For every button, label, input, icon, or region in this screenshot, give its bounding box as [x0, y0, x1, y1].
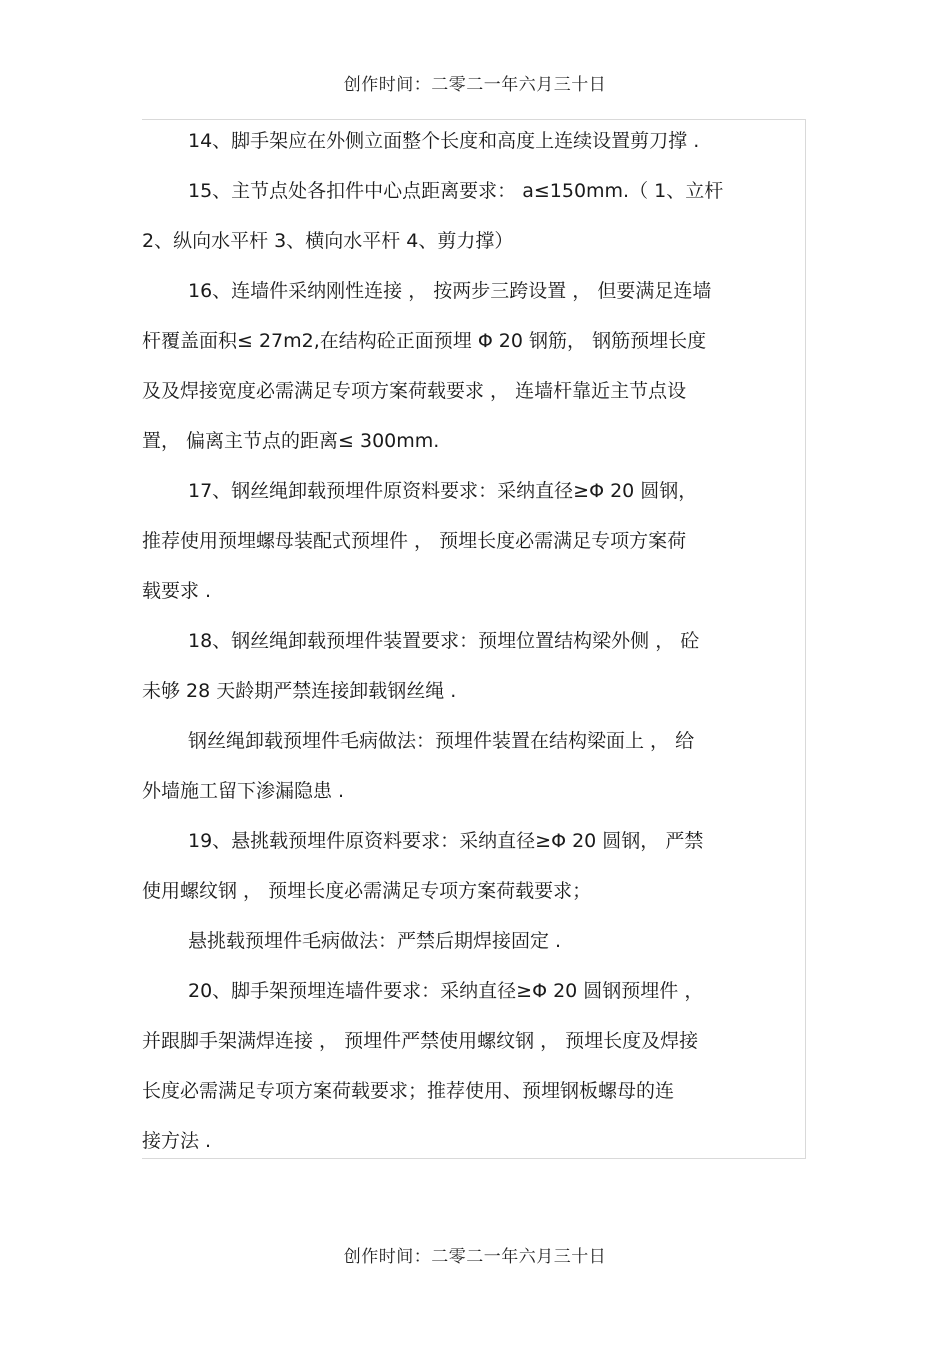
- text-line: 16、连墙件采纳刚性连接 ， 按两步三跨设置 ， 但要满足连墙: [188, 280, 712, 302]
- text-line: 19、悬挑载预埋件原资料要求：采纳直径≥Φ 20 圆钢， 严禁: [188, 830, 704, 852]
- text-line: 载要求 .: [142, 580, 212, 602]
- text-line: 钢丝绳卸载预埋件毛病做法：预埋件装置在结构梁面上 ， 给: [188, 730, 695, 752]
- text-line: 长度必需满足专项方案荷载要求；推荐使用、预埋钢板螺母的连: [142, 1080, 675, 1102]
- text-line: 使用螺纹钢 ， 预埋长度必需满足专项方案荷载要求；: [142, 880, 592, 902]
- text-line: 接方法 .: [142, 1130, 212, 1152]
- text-line: 悬挑载预埋件毛病做法：严禁后期焊接固定 .: [188, 930, 562, 952]
- page-footer: 创作时间：二零二一年六月三十日: [343, 1247, 607, 1267]
- text-line: 置， 偏离主节点的距离≤ 300mm.: [142, 430, 440, 452]
- text-line: 20、脚手架预埋连墙件要求：采纳直径≥Φ 20 圆钢预埋件 ，: [188, 980, 704, 1002]
- text-line: 15、主节点处各扣件中心点距离要求： a≤150mm.（ 1、立杆: [188, 180, 724, 202]
- page-header: 创作时间：二零二一年六月三十日: [343, 75, 607, 95]
- text-line: 并跟脚手架满焊连接 ， 预埋件严禁使用螺纹钢 ， 预埋长度及焊接: [142, 1030, 699, 1052]
- text-line: 17、钢丝绳卸载预埋件原资料要求：采纳直径≥Φ 20 圆钢，: [188, 480, 698, 502]
- text-line: 推荐使用预埋螺母装配式预埋件 ， 预埋长度必需满足专项方案荷: [142, 530, 687, 552]
- content-box: [142, 119, 806, 1159]
- text-line: 未够 28 天龄期严禁连接卸载钢丝绳 .: [142, 680, 457, 702]
- text-line: 18、钢丝绳卸载预埋件装置要求：预埋位置结构梁外侧 ， 砼: [188, 630, 700, 652]
- text-line: 及及焊接宽度必需满足专项方案荷载要求 ， 连墙杆靠近主节点设: [142, 380, 687, 402]
- text-line: 杆覆盖面积≤ 27m2,在结构砼正面预埋 Φ 20 钢筋， 钢筋预埋长度: [142, 330, 707, 352]
- text-line: 外墙施工留下渗漏隐患 .: [142, 780, 345, 802]
- text-line: 2、纵向水平杆 3、横向水平杆 4、剪力撑）: [142, 230, 514, 252]
- text-line: 14、脚手架应在外侧立面整个长度和高度上连续设置剪刀撑 .: [188, 130, 700, 152]
